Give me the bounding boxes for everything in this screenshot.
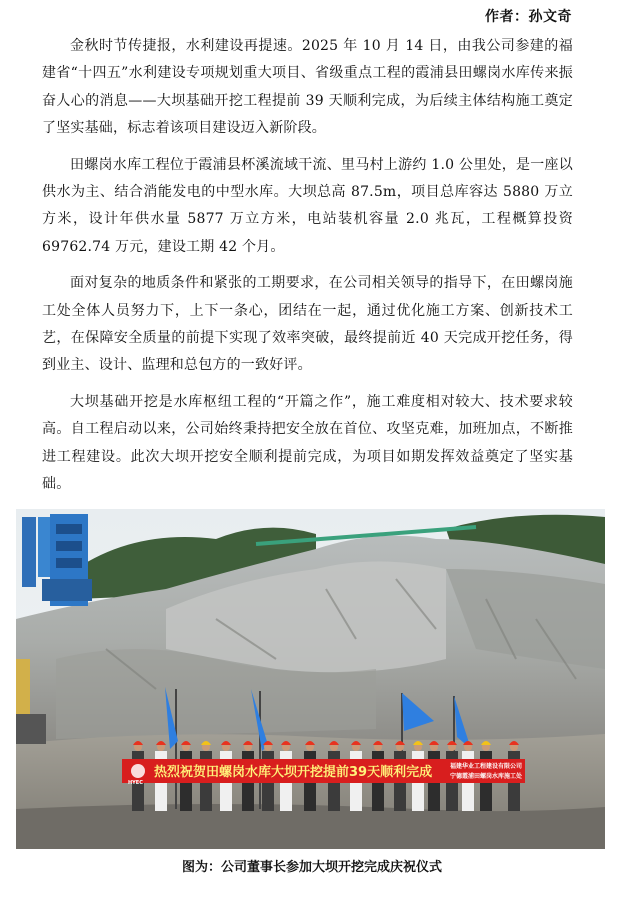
banner-main-slogan: 热烈祝贺田螺岗水库大坝开挖提前39天顺利完成 xyxy=(154,765,433,780)
banner-org-1: 福建华业工程建设有限公司 xyxy=(450,763,523,770)
paragraph-team-effort: 面对复杂的地质条件和紧张的工期要求，在公司相关领导的指导下，在田螺岗施工处全体人员努力下，上下一条心，团结在一起，通过优化施工方案、创新技术工艺，在保障安全质量的前提下实现了效率突破，最终提前近 40 天完成开挖任务，得到业主、设计、监理和总包方的一致好评。 xyxy=(42,275,573,374)
author-byline: 作者：孙文奇 xyxy=(485,9,572,25)
photo-caption: 图为：公司董事长参加大坝开挖完成庆祝仪式 xyxy=(181,860,442,875)
celebration-photo xyxy=(16,509,605,849)
paragraph-intro: 金秋时节传捷报，水利建设再提速。2025 年 10 月 14 日，由我公司参建的福建省“十四五”水利建设专项规划重大项目、省级重点工程的霞浦县田螺岗水库传来振奋人心的消息——大坝基础开挖工程提前 39 天顺利完成，为后续主体结构施工奠定了坚实基础，标志着该项目建设迈入新阶段。 xyxy=(42,38,573,137)
banner-logo: HYEC xyxy=(128,780,143,786)
paragraph-reservoir-info: 田螺岗水库工程位于霞浦县杯溪流域干流、里马村上游约 1.0 公里处，是一座以供水为主、结合消能发电的中型水库。大坝总高 87.5m，项目总库容达 5880 万立方米，设计年供水量 5877 万立方米，电站装机容量 2.0 兆瓦，工程概算投资 69762.74 万元，建设工期 42 个月。 xyxy=(42,156,573,255)
paragraph-significance: 大坝基础开挖是水库枢纽工程的“开篇之作”，施工难度相对较大、技术要求较高。自工程启动以来，公司始终秉持把安全放在首位、攻坚克难，加班加点，不断推进工程建设。此次大坝开挖安全顺利提前完成，为项目如期发挥效益奠定了坚实基础。 xyxy=(42,393,573,493)
celebration-banner xyxy=(122,759,525,786)
article-body xyxy=(42,33,573,508)
banner-org-2: 宁德霞浦田螺岗水库施工处 xyxy=(450,773,523,780)
